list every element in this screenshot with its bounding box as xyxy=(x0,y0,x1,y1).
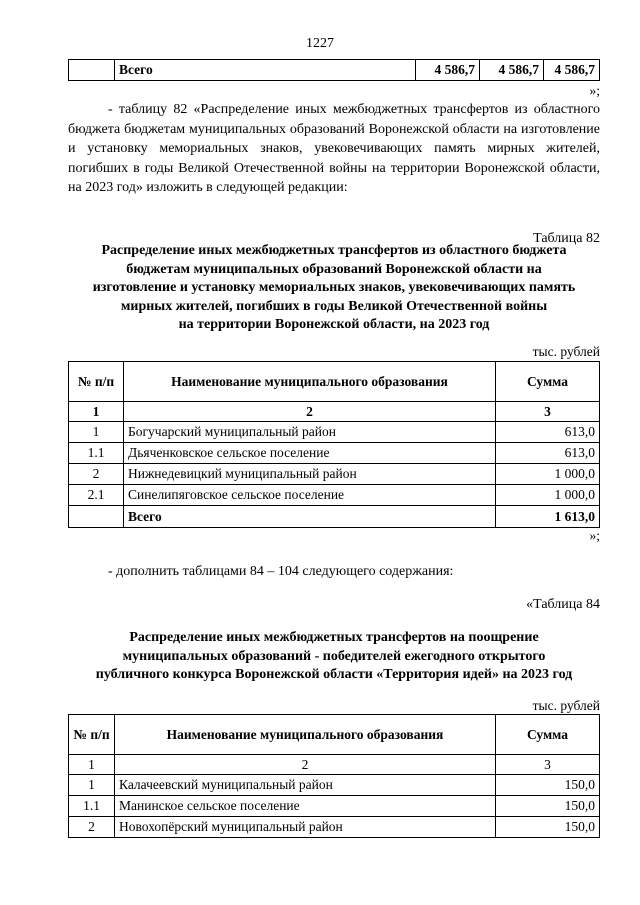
table84-row-name: Новохопёрский муниципальный район xyxy=(115,817,496,838)
table84-row-num: 2 xyxy=(69,817,115,838)
top-total-table xyxy=(68,59,600,81)
table-row xyxy=(69,817,600,838)
table82-title-line: изготовление и установку мемориальных знаков, увековечивающих память xyxy=(92,280,576,295)
table82-row-num: 1 xyxy=(69,422,124,443)
table82-index-cell: 3 xyxy=(496,402,600,422)
table82-row-sum: 1 000,0 xyxy=(496,464,600,485)
table82-row-name: Дьяченковское сельское поселение xyxy=(124,443,496,464)
table84-row-sum: 150,0 xyxy=(496,817,600,838)
table84-index-cell: 2 xyxy=(115,755,496,775)
table82-header-name: Наименование муниципального образования xyxy=(124,362,496,402)
table82-title-line: на территории Воронежской области, на 2023 год xyxy=(178,317,490,332)
table84 xyxy=(68,714,600,838)
table82-header-sum: Сумма xyxy=(496,362,600,402)
top-total-value: 4 586,7 xyxy=(544,60,600,81)
table84-title-line: Распределение иных межбюджетных трансфертов на поощрение xyxy=(129,630,539,645)
table84-title-line: муниципальных образований - победителей ежегодного открытого xyxy=(122,648,546,664)
table82-title-line: бюджетам муниципальных образований Воронежской области на xyxy=(126,261,542,277)
paragraph-add-tables: - дополнить таблицами 84 – 104 следующего содержания: xyxy=(108,564,454,579)
table82-row-name: Богучарский муниципальный район xyxy=(124,422,496,443)
table84-row-name: Манинское сельское поселение xyxy=(115,796,496,817)
table-row xyxy=(69,422,600,443)
table82-header-num: № п/п xyxy=(69,362,124,402)
table82-row-num: 1.1 xyxy=(69,443,124,464)
table84-title xyxy=(68,629,600,685)
table82-index-cell: 2 xyxy=(124,402,496,422)
table82-label: Таблица 82 xyxy=(533,231,600,246)
table82-total-value: 1 613,0 xyxy=(496,506,600,528)
table82-index-cell: 1 xyxy=(69,402,124,422)
table84-header-sum: Сумма xyxy=(496,715,600,755)
table82-row-sum: 1 000,0 xyxy=(496,485,600,506)
table82-row-name: Нижнедевицкий муниципальный район xyxy=(124,464,496,485)
table84-title-line: публичного конкурса Воронежской области «Территория идей» на 2023 год xyxy=(95,667,573,682)
paragraph-table82-intro: - таблицу 82 «Распределение иных межбюджетных трансфертов из областного бюджета бюджетам муниципальных образований Воронежской области на изготовление и установку мемориальных знаков, увековечивающих память мирных жителей, погибших в годы Великой Отечественной войны на территории Воронежской области, на 2023 год» изложить в следующей редакции: xyxy=(68,102,600,195)
table-row xyxy=(69,464,600,485)
table82-row-name: Синелипяговское сельское поселение xyxy=(124,485,496,506)
table-row xyxy=(69,796,600,817)
top-total-label: Всего xyxy=(115,60,416,81)
table84-label: «Таблица 84 xyxy=(526,597,600,612)
table84-header-name: Наименование муниципального образования xyxy=(115,715,496,755)
table82-title xyxy=(68,242,600,335)
table84-row-sum: 150,0 xyxy=(496,796,600,817)
table84-row-num: 1.1 xyxy=(69,796,115,817)
table-row xyxy=(69,775,600,796)
table84-unit: тыс. рублей xyxy=(532,698,600,713)
top-total-value: 4 586,7 xyxy=(416,60,480,81)
table84-index-cell: 1 xyxy=(69,755,115,775)
table84-row-name: Калачеевский муниципальный район xyxy=(115,775,496,796)
table82-unit: тыс. рублей xyxy=(532,344,600,359)
top-total-value: 4 586,7 xyxy=(480,60,544,81)
table82-title-line: Распределение иных межбюджетных трансфертов из областного бюджета xyxy=(101,243,567,258)
top-table-closing: »; xyxy=(589,83,600,98)
table82-closing: »; xyxy=(589,528,600,543)
table84-row-sum: 150,0 xyxy=(496,775,600,796)
table-row xyxy=(69,485,600,506)
table82 xyxy=(68,361,600,528)
top-total-blank xyxy=(69,60,115,81)
page-number: 1227 xyxy=(306,36,334,51)
table84-header-num: № п/п xyxy=(69,715,115,755)
table82-total-blank xyxy=(69,506,124,528)
table-row xyxy=(69,443,600,464)
table82-row-sum: 613,0 xyxy=(496,422,600,443)
table84-row-num: 1 xyxy=(69,775,115,796)
table84-index-cell: 3 xyxy=(496,755,600,775)
table82-total-row xyxy=(69,506,600,528)
table82-row-sum: 613,0 xyxy=(496,443,600,464)
table82-row-num: 2 xyxy=(69,464,124,485)
table82-row-num: 2.1 xyxy=(69,485,124,506)
table82-total-label: Всего xyxy=(124,506,496,528)
table82-title-line: мирных жителей, погибших в годы Великой Отечественной войны xyxy=(120,298,548,314)
